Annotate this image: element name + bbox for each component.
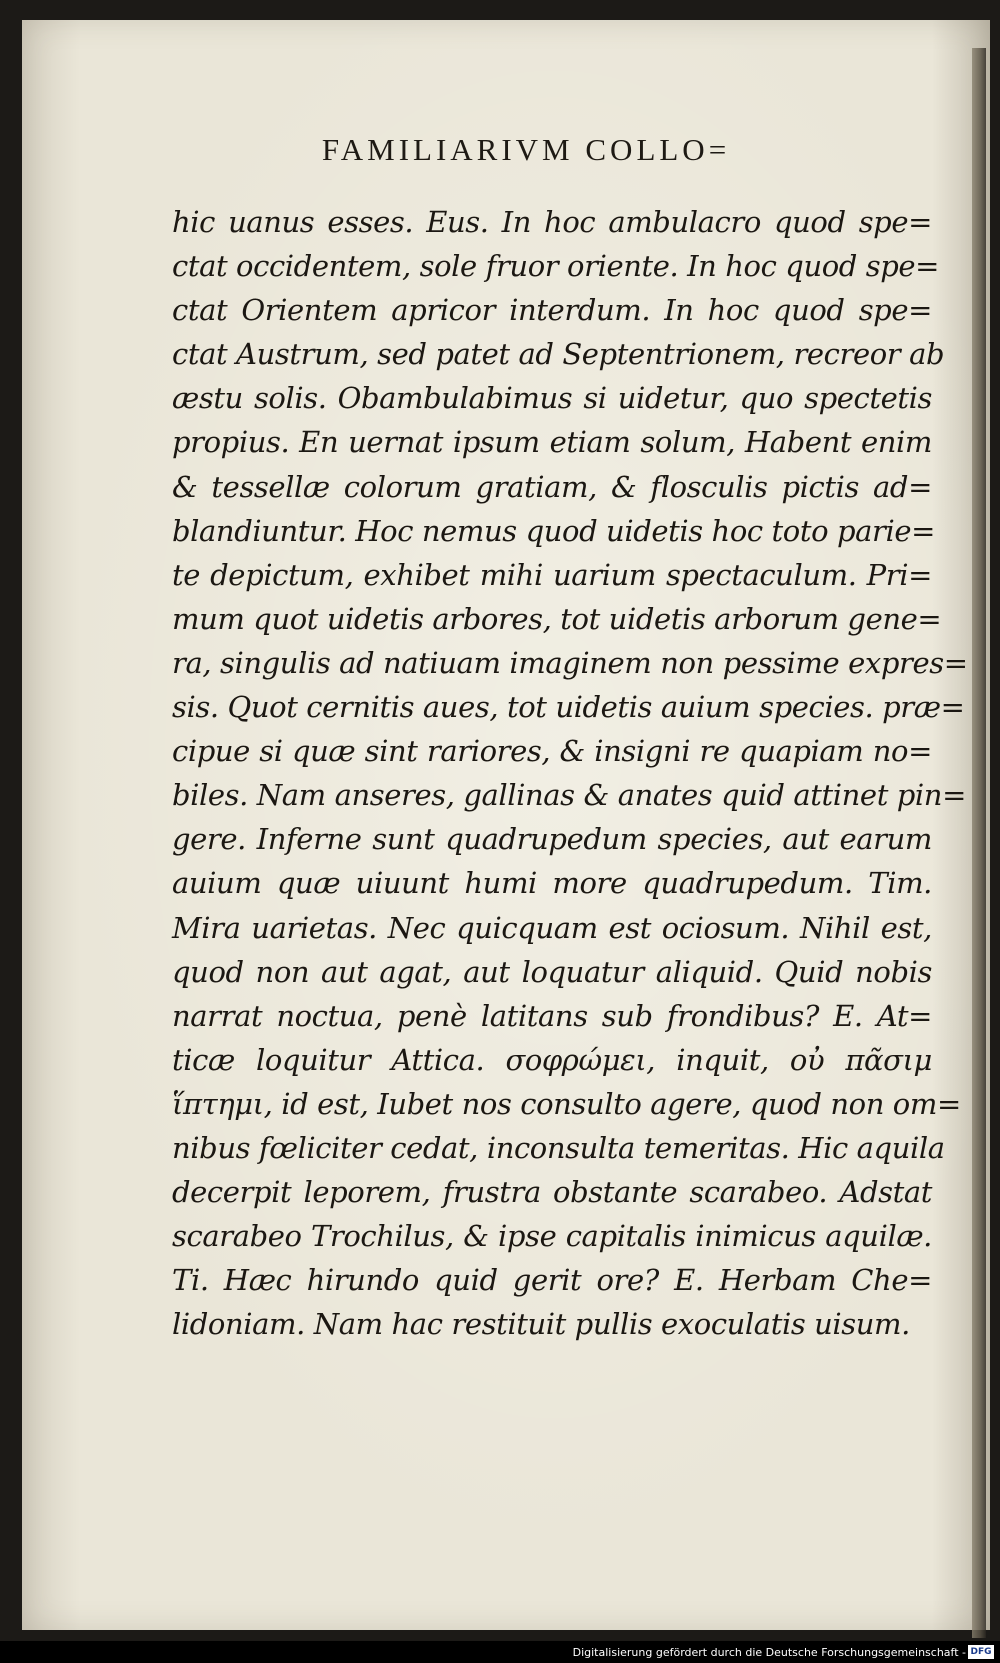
text-line: propius. En uernat ipsum etiam solum, Habent enim <box>172 425 932 460</box>
text-line: ticæ loquitur Attica. σοφρώμει, inquit, οὐ πᾶσιμ <box>172 1042 932 1077</box>
text-line: narrat noctua, penè latitans sub frondibus? E. At= <box>172 998 932 1033</box>
text-line: ctat Austrum, sed patet ad Septentrionem, recreor ab <box>172 337 945 372</box>
page-edge <box>972 48 986 1638</box>
text-line: Mira uarietas. Nec quicquam est ociosum. Nihil est, <box>172 910 932 945</box>
text-line: ctat Orientem apricor interdum. In hoc quod spe= <box>172 293 932 328</box>
text-line: quod non aut agat, aut loquatur aliquid. Quid nobis <box>172 954 932 989</box>
text-line: æstu solis. Obambulabimus si uidetur, quo spectetis <box>172 381 932 416</box>
page-body-text <box>172 200 968 1346</box>
text-line: sis. Quot cernitis aues, tot uidetis auium species. præ= <box>172 690 965 725</box>
book-page <box>22 20 990 1630</box>
running-head: FAMILIARIVM COLLO= <box>321 132 731 167</box>
text-line: lidoniam. Nam hac restituit pullis exoculatis uisum. <box>172 1307 910 1342</box>
footer-bar <box>0 1641 1000 1663</box>
text-line: ra, singulis ad natiuam imaginem non pessime expres= <box>172 645 968 680</box>
text-line: biles. Nam anseres, gallinas & anates quid attinet pin= <box>172 778 966 813</box>
text-line: hic uanus esses. Eus. In hoc ambulacro quod spe= <box>172 205 932 239</box>
text-line: ἵπτημι, id est, Iubet nos consulto agere, quod non om= <box>172 1086 961 1121</box>
text-line: scarabeo Trochilus, & ipse capitalis inimicus aquilæ. <box>172 1219 932 1254</box>
text-line: auium quæ uiuunt humi more quadrupedum. Tim. <box>172 866 932 901</box>
text-line: & tessellæ colorum gratiam, & flosculis pictis ad= <box>172 469 932 504</box>
text-line: mum quot uidetis arbores, tot uidetis arborum gene= <box>172 601 942 636</box>
text-line: blandiuntur. Hoc nemus quod uidetis hoc toto parie= <box>172 513 936 548</box>
text-line: te depictum, exhibet mihi uarium spectaculum. Pri= <box>172 557 932 592</box>
text-line: ctat occidentem, sole fruor oriente. In hoc quod spe= <box>172 249 940 284</box>
text-line: cipue si quæ sint rariores, & insigni re quapiam no= <box>172 734 932 769</box>
text-line: nibus fœliciter cedat, inconsulta temeritas. Hic aquila <box>172 1130 945 1165</box>
dfg-logo: DFG <box>968 1645 994 1659</box>
funding-credit: Digitalisierung gefördert durch die Deutsche Forschungsgemeinschaft - <box>572 1646 966 1659</box>
text-line: gere. Inferne sunt quadrupedum species, aut earum <box>172 822 932 857</box>
text-line: Ti. Hæc hirundo quid gerit ore? E. Herbam Che= <box>172 1263 932 1298</box>
text-line: decerpit leporem, frustra obstante scarabeo. Adstat <box>172 1175 932 1210</box>
